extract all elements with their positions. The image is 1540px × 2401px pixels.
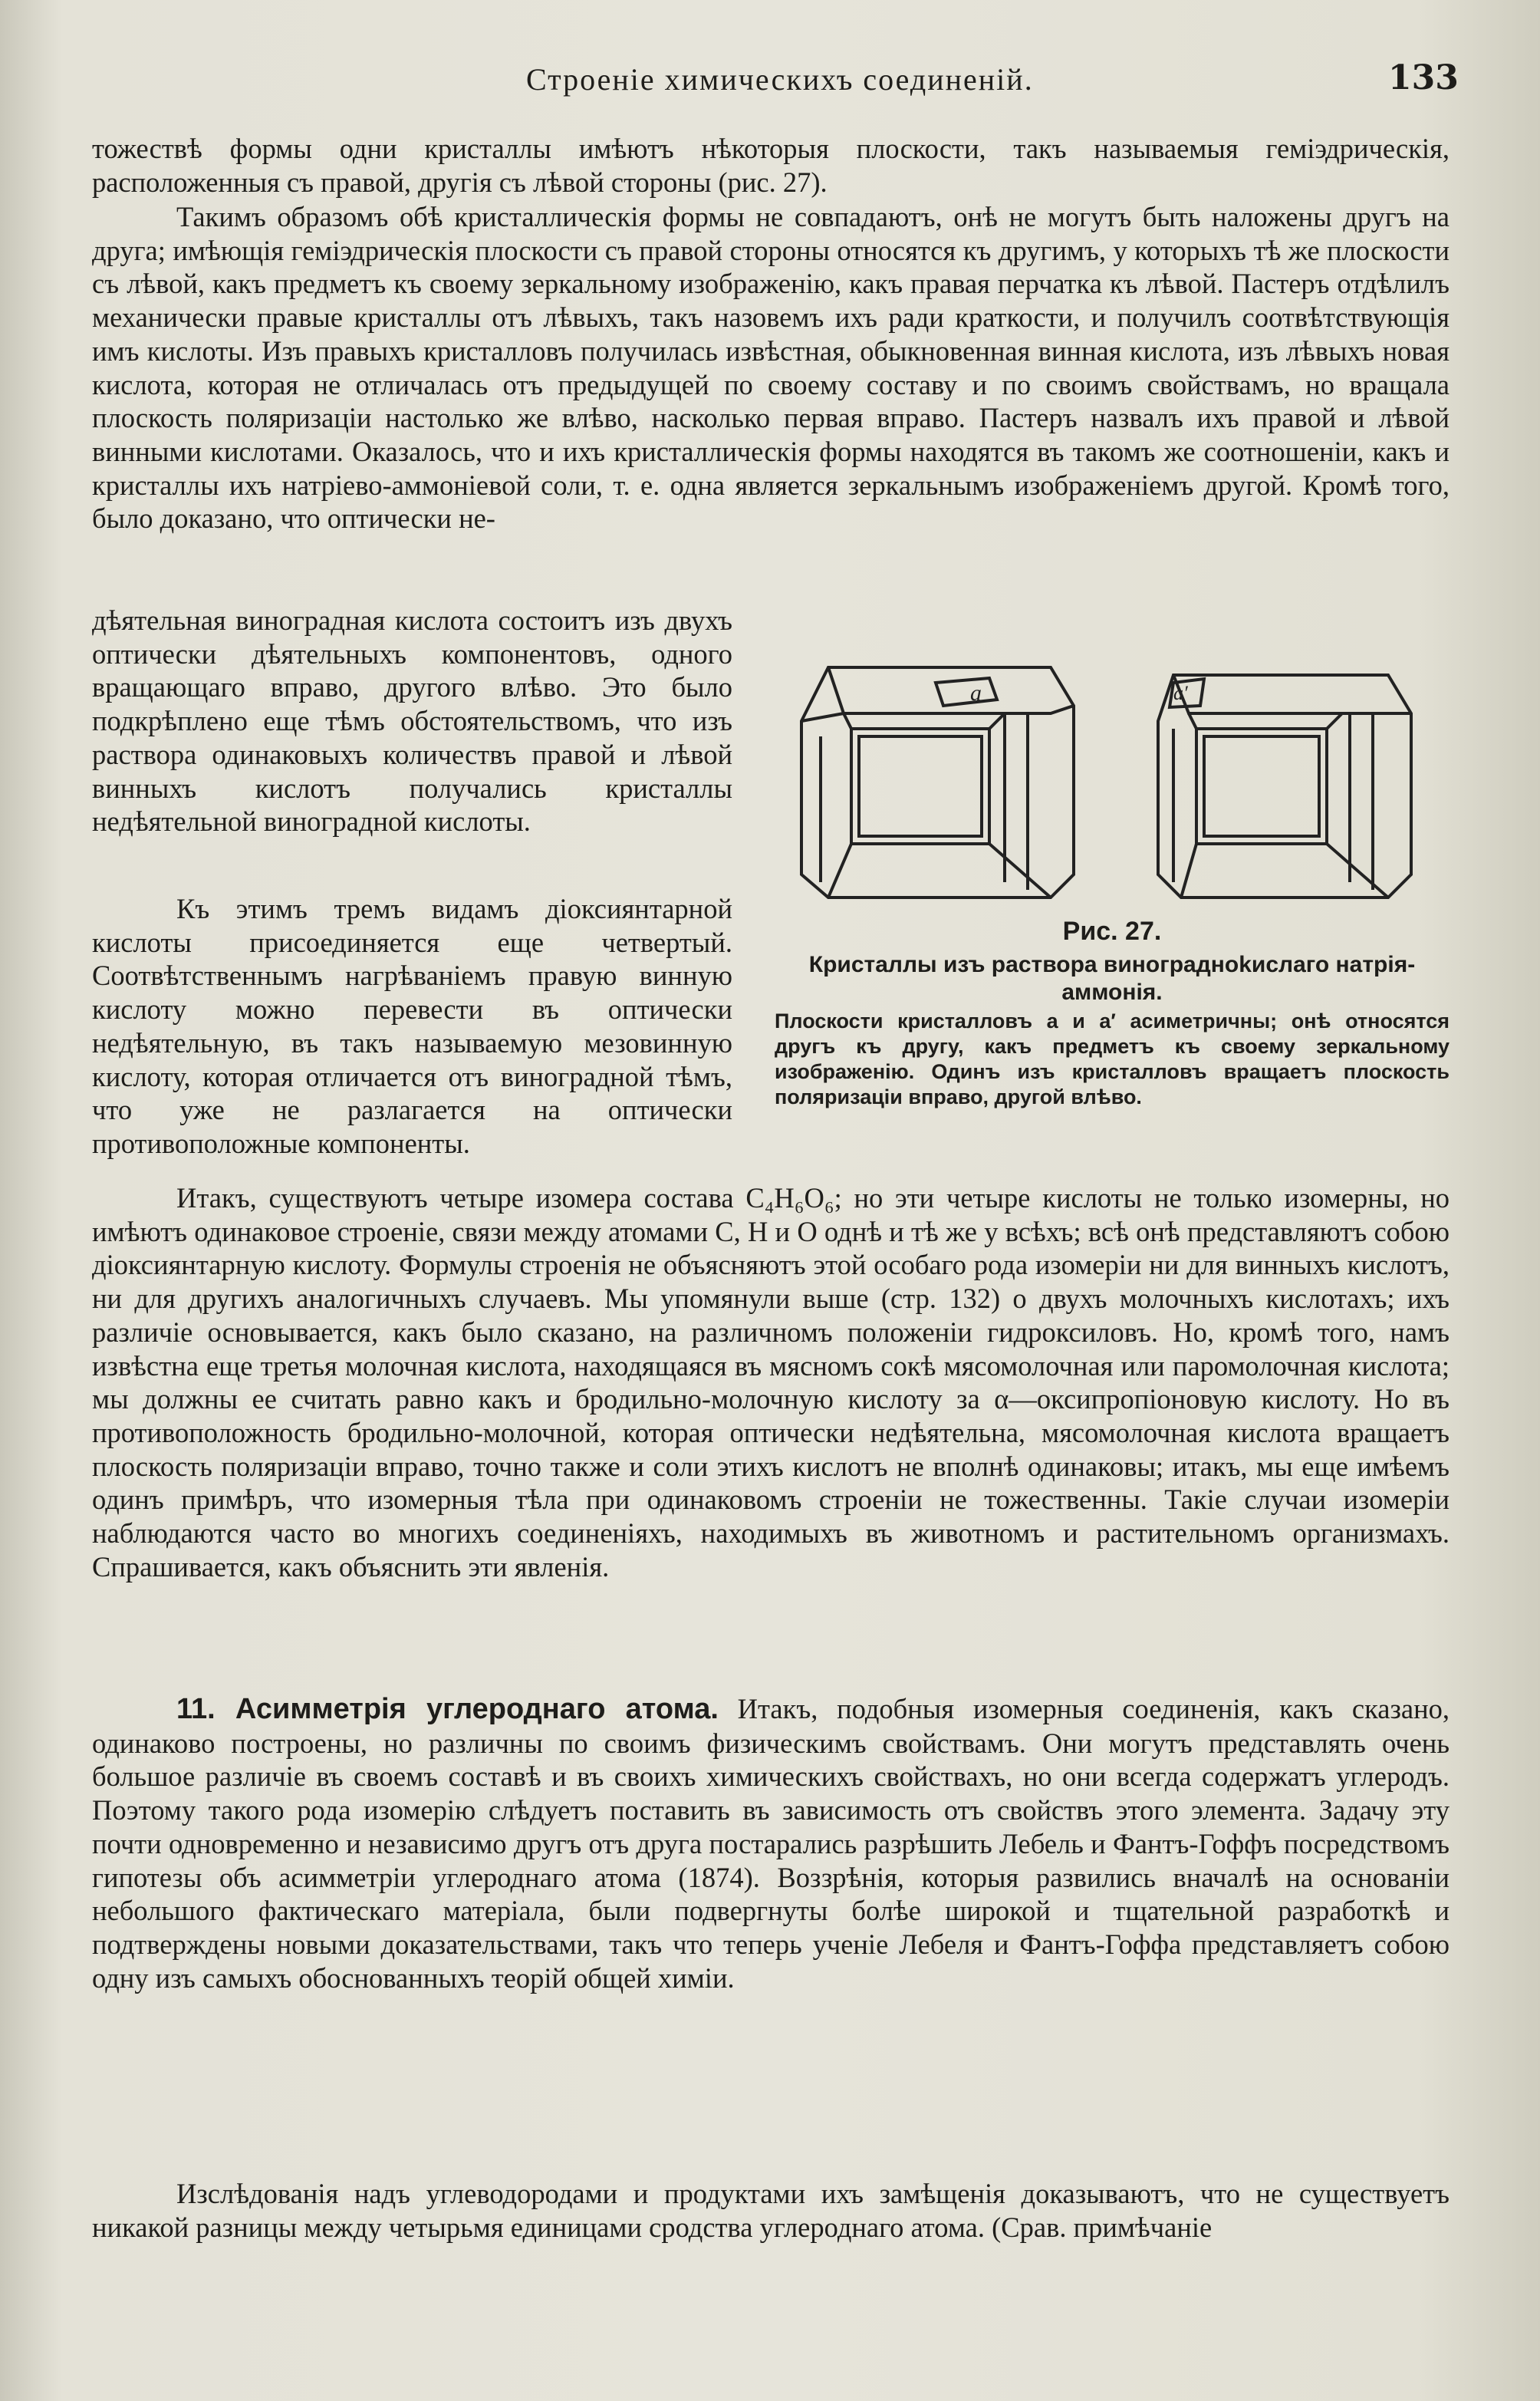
- crystal-right: [1158, 675, 1411, 897]
- page-number: 133: [1388, 58, 1459, 97]
- section-body: Итакъ, подобныя изомерныя соединенія, какъ сказано, одинаково построены, но различны по своимъ физическимъ свойствамъ. Они могутъ представлять очень большое различіе въ своемъ составѣ и въ своихъ химическихъ свойствахъ, но они всегда содержатъ углеродъ. Поэтому такого рода изомерію слѣдуетъ поставить въ зависимость отъ свойствъ этого элемента. Задачу эту почти одновременно и независимо другъ отъ друга постарались разрѣшить Лебель и Фантъ-Гоффъ посредствомъ гипотезы объ асимметріи углероднаго атома (1874). Воззрѣнія, которыя развились вначалѣ на основаніи небольшого фактическаго матеріала, были подвергнуты болѣе широкой и тщательной разработкѣ и подтверждены новыми доказательствами, такъ что теперь ученіе Лебеля и Фантъ-Гоффа представляетъ собою одну изъ самыхъ обоснованныхъ теорій общей химіи.: [92, 1693, 1450, 1994]
- paragraph-1: тожествѣ формы одни кристаллы имѣютъ нѣкоторыя плоскости, такъ называемыя геміэдрическія, расположенныя съ правой, другія съ лѣвой стороны (рис. 27).: [92, 133, 1450, 198]
- label-a-prime: a′: [1173, 682, 1188, 704]
- section-11: [92, 1692, 1450, 1994]
- page-header: [0, 55, 1540, 109]
- running-title: Строеніе химическихъ соединеній.: [526, 62, 1034, 97]
- figure-note: Плоскости кристалловъ a и a′ асиметричны; онѣ относятся другъ къ другу, какъ предметъ къ своему зеркальному изображенію. Одинъ изъ кристалловъ вращаетъ плоскость поляризаціи вправо, другой влѣво.: [775, 1009, 1450, 1108]
- paragraph-7: Изслѣдованія надъ углеводородами и продуктами ихъ замѣщенія доказываютъ, что не существуетъ никакой разницы между четырьмя единицами сродства углероднаго атома. (Срав. примѣчаніе: [92, 2178, 1450, 2243]
- label-a: a: [970, 680, 982, 706]
- section-title: 11. Асимметрія углероднаго атома.: [176, 1693, 719, 1725]
- crystal-left: [801, 667, 1074, 897]
- paragraph-4: Къ этимъ тремъ видамъ діоксиянтарной кислоты присоединяется еще четвертый. Соотвѣтственнымъ нагрѣваніемъ правую винную кислоту можно перевести въ оптически недѣятельную, въ такъ называемую мезовинную кислоту, которая отличается отъ виноградной тѣмъ, что уже не разлагается на оптически противоположные компоненты.: [92, 893, 732, 1159]
- paragraph-2: Такимъ образомъ обѣ кристаллическія формы не совпадаютъ, онѣ не могутъ быть наложены другъ на друга; имѣющія геміэдрическія плоскости съ правой стороны относятся къ другимъ, у которыхъ тѣ же плоскости съ лѣвой, какъ предметъ къ своему зеркальному изображенію, какъ правая перчатка къ лѣвой. Пастеръ отдѣлилъ механически правые кристаллы отъ лѣвыхъ, такъ назовемъ ихъ ради краткости, и получилъ соотвѣтствующія имъ кислоты. Изъ правыхъ кристалловъ получилась извѣстная, обыкновенная винная кислота, изъ лѣвыхъ новая кислота, которая не отличалась отъ предыдущей по своему составу и по своимъ свойствамъ, но вращала плоскость поляризаціи настолько же влѣво, насколько первая вправо. Пастеръ назвалъ ихъ правой и лѣвой винными кислотами. Оказалось, что и ихъ кристаллическія формы находятся въ такомъ же соотношеніи, какъ и кристаллы ихъ натріево-аммоніевой соли, т. е. одна является зеркальнымъ изображеніемъ другой. Кромѣ того, было доказано, что оптически не-: [92, 201, 1450, 535]
- figure-title: Кристаллы изъ раствора виноградноkислаго натрія-аммонія.: [808, 952, 1416, 1005]
- figure-number: Рис. 27.: [1062, 917, 1162, 946]
- paragraph-5: Итакъ, существуютъ четыре изомера состава C₄H₆O₆; но эти четыре кислоты не только изомерны, но имѣютъ одинаковое строеніе, связи между атомами C, H и O однѣ и тѣ же у всѣхъ; всѣ онѣ представляютъ собою діоксиянтарную кислоту. Формулы строенія не объясняютъ этой особаго рода изомеріи ни для винныхъ кислотъ, ни для другихъ аналогичныхъ случаевъ. Мы упомянули выше (стр. 132) о двухъ молочныхъ кислотахъ; ихъ различіе основывается, какъ было сказано, на различномъ положеніи гидроксиловъ. Но, кромѣ того, намъ извѣстна еще третья молочная кислота, находящаяся въ мясномъ сокѣ мясомолочная или паромолочная кислота; мы должны ее считать равно какъ и бродильно-молочную кислоту за α—оксипропіоновую кислоту. Но въ противоположность бродильно-молочной, которая оптически недѣятельна, мясомолочная кислота вращаетъ плоскость поляризаціи вправо, точно также и соли этихъ кислотъ не вполнѣ одинаковы; итакъ, мы еще имѣемъ одинъ примѣръ, что изомерныя тѣла при одинаковомъ строеніи не тожественны. Такіе случаи изомеріи наблюдаются часто во многихъ соединеніяхъ, находимыхъ въ животномъ и растительномъ организмахъ. Спрашивается, какъ объяснить эти явленія.: [92, 1182, 1450, 1583]
- figure-27: [767, 652, 1457, 1143]
- crystal-drawings: [798, 652, 1426, 905]
- paragraph-3: дѣятельная виноградная кислота состоитъ изъ двухъ оптически дѣятельныхъ компонентовъ, одного вращающаго вправо, другого влѣво. Это было подкрѣплено еще тѣмъ обстоятельствомъ, что изъ раствора одинаковыхъ количествъ правой и лѣвой винныхъ кислотъ получались кристаллы недѣятельной виноградной кислоты.: [92, 604, 732, 838]
